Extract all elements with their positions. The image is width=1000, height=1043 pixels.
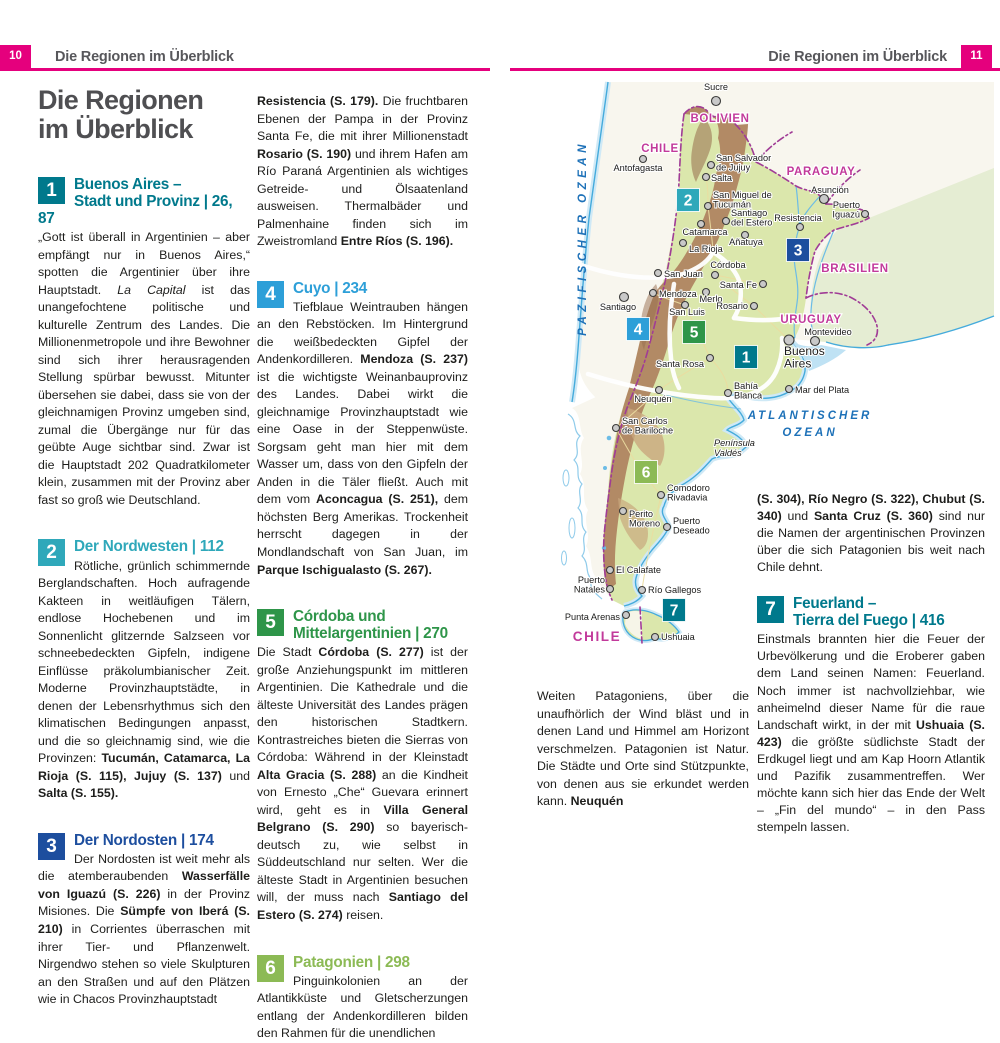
page-number-left: 10 <box>0 45 31 68</box>
city-label: Mar del Plata <box>795 385 850 395</box>
city-dot <box>652 634 659 641</box>
map-lake <box>607 436 612 441</box>
peninsula-valdes-label: Península Valdés <box>714 438 755 458</box>
section-3-body: Der Nordosten ist weit mehr als die atemberaubenden Wasserfälle von Iguazú (S. 226) in der Provinz Misiones. Die Sümpfe von Iberá (S. 210) in Corrientes überraschen mit ihrer Tier- und Pflanzenwelt. Nirgendwo stehen so viele Skulpturen an den Straßen und auf den Plätzen wie in Chacos Provinzhauptstadt <box>38 851 250 1007</box>
rp-bottom-paragraph: Weiten Patagoniens, über die unaufhörlich der Wind bläst und in denen Land und Himmel am Horizont verschmelzen. Patagonien ist Natur. Die Städte und Orte sind Stützpunkte, von denen aus sie erkundet werden kann. Neuquén <box>537 689 749 809</box>
city-dot <box>650 290 657 297</box>
city-dot <box>680 240 687 247</box>
section-5-body: Die Stadt Córdoba (S. 277) ist der große Anziehungspunkt im mittleren Argentinien. Die Kathedrale und die älteste Universität des Landes prägen den historischen Stadtkern. Kontrastreiches bieten die Sierras von Córdoba: Während in der Kleinstadt Alta Gracia (S. 288) an die Kindheit von Ernesto „Che“ Guevara erinnert wird, geht es in Villa General Belgrano (S. 290) so bayerisch-deutsch zu, wie selbst in Süddeutschland nur selten. Wer die älteste Stadt in Argentinien besuchen will, der muss nach Santiago del Estero (S. 274) reisen. <box>257 645 468 922</box>
city-dot <box>613 425 620 432</box>
section-6-number: 6 <box>257 955 284 982</box>
city-label: Montevideo <box>804 327 852 337</box>
city-dot <box>640 156 647 163</box>
section-5-heading: Córdoba und Mittelargentinien | 270 <box>293 608 448 643</box>
section-4 <box>257 279 468 579</box>
city-label: Añatuya <box>729 237 763 247</box>
section-3-number: 3 <box>38 833 65 860</box>
running-head-right: Die Regionen im Überblick <box>768 49 947 65</box>
city-dot <box>723 218 730 225</box>
section-6 <box>257 953 468 1043</box>
fjord-island <box>569 518 575 538</box>
city-dot <box>658 492 665 499</box>
section-4-number: 4 <box>257 281 284 308</box>
section-7-heading: Feuerland – Tierra del Fuego | 416 <box>793 595 945 630</box>
city-label: Comodoro Rivadavia <box>667 483 710 503</box>
city-dot <box>712 97 721 106</box>
section-4-heading: Cuyo | 234 <box>293 279 368 297</box>
city-dot <box>607 586 614 593</box>
section-1-number: 1 <box>38 177 65 204</box>
header-rule-right <box>510 68 1000 71</box>
city-label: Santa Rosa <box>655 359 704 369</box>
country-label: BOLIVIEN <box>690 113 750 125</box>
section-3-heading: Der Nordosten | 174 <box>74 831 214 849</box>
city-dot <box>664 524 671 531</box>
section-4-body: Tiefblaue Weintrauben hängen an den Rebstöcken. Im Hintergrund die weißbedeckten Gipfel der Andenkordilleren. Mendoza (S. 237) ist die wichtigste Weinanbauprovinz des Landes. Dabei wirkt die gleichnamige Provinzhauptstadt wie eine Oase in der Steppenwüste. Sorgsam geht man hier mit dem Wasser um, dass von den Gipfeln der Anden in die Täler fließt. Auch mit dem vom Aconcagua (S. 251), dem höchsten Berg Amerikas. Trockenheit herrscht dagegen in der Mondlandschaft von San Juan, im Parque Ischigualasto (S. 267). <box>257 299 468 577</box>
city-dot <box>708 162 715 169</box>
city-label: Perito Moreno <box>629 509 661 529</box>
region-marker-number: 1 <box>741 349 751 367</box>
city-label: El Calafate <box>616 565 661 575</box>
section-5 <box>257 607 468 925</box>
section-5-number: 5 <box>257 609 284 636</box>
section-6-heading: Patagonien | 298 <box>293 953 410 971</box>
map-lake <box>603 466 607 470</box>
fjord-island <box>562 551 567 565</box>
right-page-bottom-left <box>537 686 749 811</box>
section-2-number: 2 <box>38 539 65 566</box>
city-dot <box>639 587 646 594</box>
city-label: Asunción <box>811 185 849 195</box>
city-label: La Rioja <box>689 244 723 254</box>
section-1-body: „Gott ist überall in Argentinien – aber empfängt nur in Buenos Aires,“ spotten die Argentinier über ihre Hauptstadt. La Capital ist das unangefochtene politische und kulturelle Zentrum des Landes. Die Millionenmetropole und ihre Bewohner sind sich ihrer herausragenden Stellung spürbar bewusst. Mitunter übersehen sie dabei, dass sie von der gleichnamigen Provinz umgeben sind, zumal die Übergänge nur für das geübte Auge sichtbar sind. Zwar ist die Hauptstadt 202 Quadratkilometer klein, zusammen mit der Provinz aber fast so groß wie Deutschland. <box>38 230 251 507</box>
header-rule-left <box>0 68 490 71</box>
city-label: Rosario <box>716 301 748 311</box>
city-dot <box>786 386 793 393</box>
city-dot <box>751 303 758 310</box>
section-2-body: Rötliche, grünlich schimmernde Berglandschaften. Hoch aufragende Kakteen in weitläufigen Tälern, endlose Hochebenen und im Sonnenlicht glitzernde Salzseen vor schneebedeckten Gipfeln, indigene Einflüsse präkolumbianischer Zeit. Moderne Provinzhauptstädte, in denen der Lebensrhythmus sich den klimatischen Bedingungen anpasst, und die so gleichnamig sind, wie die Provinzen: Tucumán, Catamarca, La Rioja (S. 115), Jujuy (S. 137) und Salta (S. 155). <box>38 558 251 801</box>
fjord-island <box>563 470 569 486</box>
page-number-right: 11 <box>961 45 992 68</box>
country-label: CHILE <box>572 629 622 644</box>
column-2-intro: Resistencia (S. 179). Die fruchtbaren Ebenen der Pampa in der Provinz Santa Fe, die mit ihrer Millionenstadt Rosario (S. 190) und ihrem Hafen am Río Paraná Argentinien als wichtiges Getreide- und Ölsaatenland ausweisen. Thermalbäder und Palmenhaine finden sich im Zweistromland Entre Ríos (S. 196). <box>257 94 468 249</box>
left-page-column-1 <box>38 86 250 1009</box>
city-dot <box>712 272 719 279</box>
city-label: Sucre <box>703 82 729 92</box>
city-dot <box>725 390 732 397</box>
city-label: San Luis <box>669 307 705 317</box>
city-dot <box>760 281 767 288</box>
page-title: Die Regionen im Überblick <box>38 85 204 145</box>
ocean-label: OZEAN <box>782 427 838 439</box>
section-1-heading: Buenos Aires – Stadt und Provinz | 26, 87 <box>38 175 233 228</box>
ocean-label: PAZIFISCHER OZEAN <box>577 140 589 336</box>
section-1 <box>38 175 250 510</box>
city-dot <box>820 195 829 204</box>
section-2-heading: Der Nordwesten | 112 <box>74 538 224 556</box>
running-head-left: Die Regionen im Überblick <box>55 49 234 65</box>
region-marker-number: 7 <box>669 602 679 620</box>
city-label: Córdoba <box>710 260 746 270</box>
section-3 <box>38 831 250 1009</box>
region-marker-number: 5 <box>689 324 699 342</box>
city-label: Santiago del Estero <box>731 208 773 228</box>
city-dot <box>862 211 869 218</box>
city-label: Neuquén <box>634 394 672 404</box>
city-label: Ushuaia <box>661 632 695 642</box>
country-label: BRASILIEN <box>821 263 889 275</box>
city-label: Antofagasta <box>613 163 663 173</box>
city-dot <box>623 612 630 619</box>
section-2 <box>38 537 250 802</box>
city-dot <box>620 293 629 302</box>
section-6-body: Pinguinkolonien an der Atlantikküste und Gletscherzungen entlang der Andenkordilleren bilden den Rahmen für die unendlichen <box>257 973 468 1041</box>
city-dot <box>703 174 710 181</box>
section-7-number: 7 <box>757 596 784 623</box>
ocean-label: ATLANTISCHER <box>747 410 873 422</box>
city-label: San Miguel de Tucumán <box>713 190 772 210</box>
city-label: Río Gallegos <box>648 585 702 595</box>
city-label: Merlo <box>699 294 723 304</box>
city-label: Santiago <box>599 302 637 312</box>
city-label: Bahía Blanca <box>734 381 763 401</box>
country-label: PARAGUAY <box>786 166 856 178</box>
country-label: URUGUAY <box>780 314 842 326</box>
city-label: Buenos Aires <box>784 344 825 371</box>
region-marker-number: 3 <box>793 242 803 260</box>
city-label: San Juan <box>664 269 703 279</box>
section-7-body: Einstmals brannten hier die Feuer der Urbevölkerung und die Eroberer gaben dem Land seinen Namen: Feuerland. Noch immer ist nachvollziehbar, wie anheimelnd dieser Name für die raue Landschaft wirkt, in der mit Ushuaia (S. 423) die größte südlichste Stadt der Erdkugel liegt und am Kap Hoorn Atlantik und Pazifik zusammentreffen. Wer möchte kann sich hier das Ende der Welt – „Fin del mundo“ – in den Pass stempeln lassen. <box>757 632 985 834</box>
city-dot <box>620 508 627 515</box>
city-label: Salta <box>711 173 732 183</box>
city-label: Santa Fe <box>719 280 757 290</box>
city-label: San Carlos de Bariloche <box>622 416 674 436</box>
region-marker-number: 4 <box>633 321 643 339</box>
city-label: Catamarca <box>682 227 728 237</box>
country-label: CHILE <box>641 143 679 155</box>
rp-right-intro: (S. 304), Río Negro (S. 322), Chubut (S. 340) und Santa Cruz (S. 360) sind nur die Namen der argentinischen Provinzen über die sich Patagonien bis weit nach Chile dehnt. <box>757 492 985 575</box>
city-label: Puerto Deseado <box>673 516 710 536</box>
city-label: Punta Arenas <box>564 612 620 622</box>
city-dot <box>705 203 712 210</box>
city-dot <box>797 224 804 231</box>
city-dot <box>655 270 662 277</box>
city-dot <box>707 355 714 362</box>
city-label: Puerto Natales <box>573 575 605 595</box>
city-label: San Salvador de Jujuy <box>716 153 772 173</box>
left-page-column-2 <box>257 86 468 1043</box>
city-dot <box>656 387 663 394</box>
city-dot <box>607 567 614 574</box>
city-label: Puerto Iguazú <box>832 200 860 220</box>
city-label: Resistencia <box>774 213 822 223</box>
city-label: Mendoza <box>659 289 697 299</box>
region-marker-number: 2 <box>683 192 693 210</box>
region-marker-number: 6 <box>641 464 651 482</box>
right-page-right-column <box>757 489 985 836</box>
